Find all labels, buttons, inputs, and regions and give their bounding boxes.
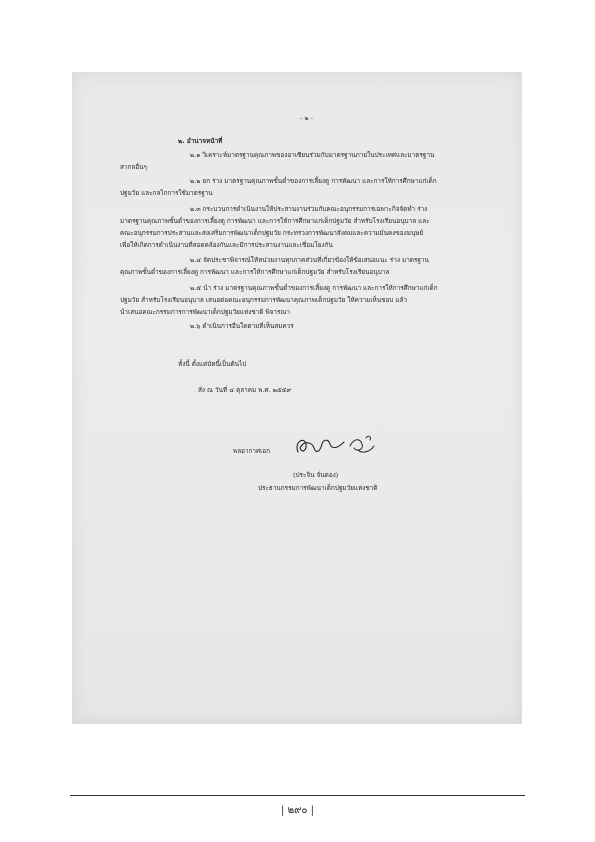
doc-line: เพื่อให้เกิดการดำเนินงานที่สอดคล้องกันและมีการประสานงานและเชื่อมโยงกัน (120, 241, 333, 249)
doc-line: ปฐมวัย และกลไกการใช้มาตรฐาน (120, 189, 213, 197)
doc-line: ๒.๑ วิเคราะห์มาตรฐานคุณภาพของอาเซียนร่วมกับมาตรฐานภายในประเทศและมาตรฐาน (190, 151, 435, 159)
footer-page-number: | ๒๙๐ | (280, 805, 315, 816)
doc-line: สากลอื่นๆ (120, 163, 147, 171)
signer-title: ประธานกรรมการพัฒนาเด็กปฐมวัยแห่งชาติ (258, 484, 378, 492)
doc-line: ๒.๖ ดำเนินการอื่นใดตามที่เห็นสมควร (190, 322, 294, 330)
page-mark: - ๒ - (300, 114, 313, 122)
section-heading: ๒. อำนาจหน้าที่ (178, 137, 223, 145)
doc-line: ๒.๒ ยก ร่าง มาตรฐานคุณภาพขั้นต่ำของการเลี้ยงดู การพัฒนา และการให้การศึกษาแก่เด็ก (190, 177, 437, 185)
signer-rank: พลอากาศเอก (233, 447, 270, 455)
doc-line: ๒.๓ กระบวนการดำเนินงานให้ประสานงานร่วมกับคณะอนุกรรมการเฉพาะกิจจัดทำ ร่าง (190, 205, 428, 213)
footer-divider (70, 795, 525, 796)
doc-line: คุณภาพขั้นต่ำของการเลี้ยงดู การพัฒนา และการให้การศึกษาแก่เด็กปฐมวัย สำหรับโรงเรียนอนุบาล (120, 268, 390, 276)
doc-line: คณะอนุกรรมการประสานและส่งเสริมการพัฒนาเด็กปฐมวัย กระทรวงการพัฒนาสังคมและความมั่นคงของมนุษย์ (120, 229, 424, 237)
signer-name: (ประจิน จั่นตอง) (293, 471, 339, 479)
handwritten-signature (292, 432, 382, 460)
doc-line: มาตรฐานคุณภาพขั้นต่ำของการเลี้ยงดู การพัฒนา และการให้การศึกษาแก่เด็กปฐมวัย สำหรับโรงเรียนอนุบาล และ (120, 217, 430, 225)
doc-line: ๒.๕ นำ ร่าง มาตรฐานคุณภาพขั้นต่ำของการเลี้ยงดู การพัฒนา และการให้การศึกษาแก่เด็ก (190, 284, 438, 292)
order-date: สั่ง ณ วันที่ ๔ ตุลาคม พ.ศ. ๒๕๕๙ (198, 386, 292, 394)
effective-statement: ทั้งนี้ ตั้งแต่บัดนี้เป็นต้นไป (178, 360, 247, 368)
doc-line: ปฐมวัย สำหรับโรงเรียนอนุบาล เสนอต่อคณะอนุกรรมการพัฒนาคุณภาพเด็กปฐมวัย ให้ความเห็นชอบ แล้ว (120, 296, 407, 304)
doc-line: นำเสนอคณะกรรมการการพัฒนาเด็กปฐมวัยแห่งชาติ พิจารณา (120, 308, 290, 316)
doc-line: ๒.๔ จัดประชาพิจารณ์ให้หน่วยงานทุกภาคส่วนที่เกี่ยวข้องให้ข้อเสนอแนะ ร่าง มาตรฐาน (190, 256, 429, 264)
